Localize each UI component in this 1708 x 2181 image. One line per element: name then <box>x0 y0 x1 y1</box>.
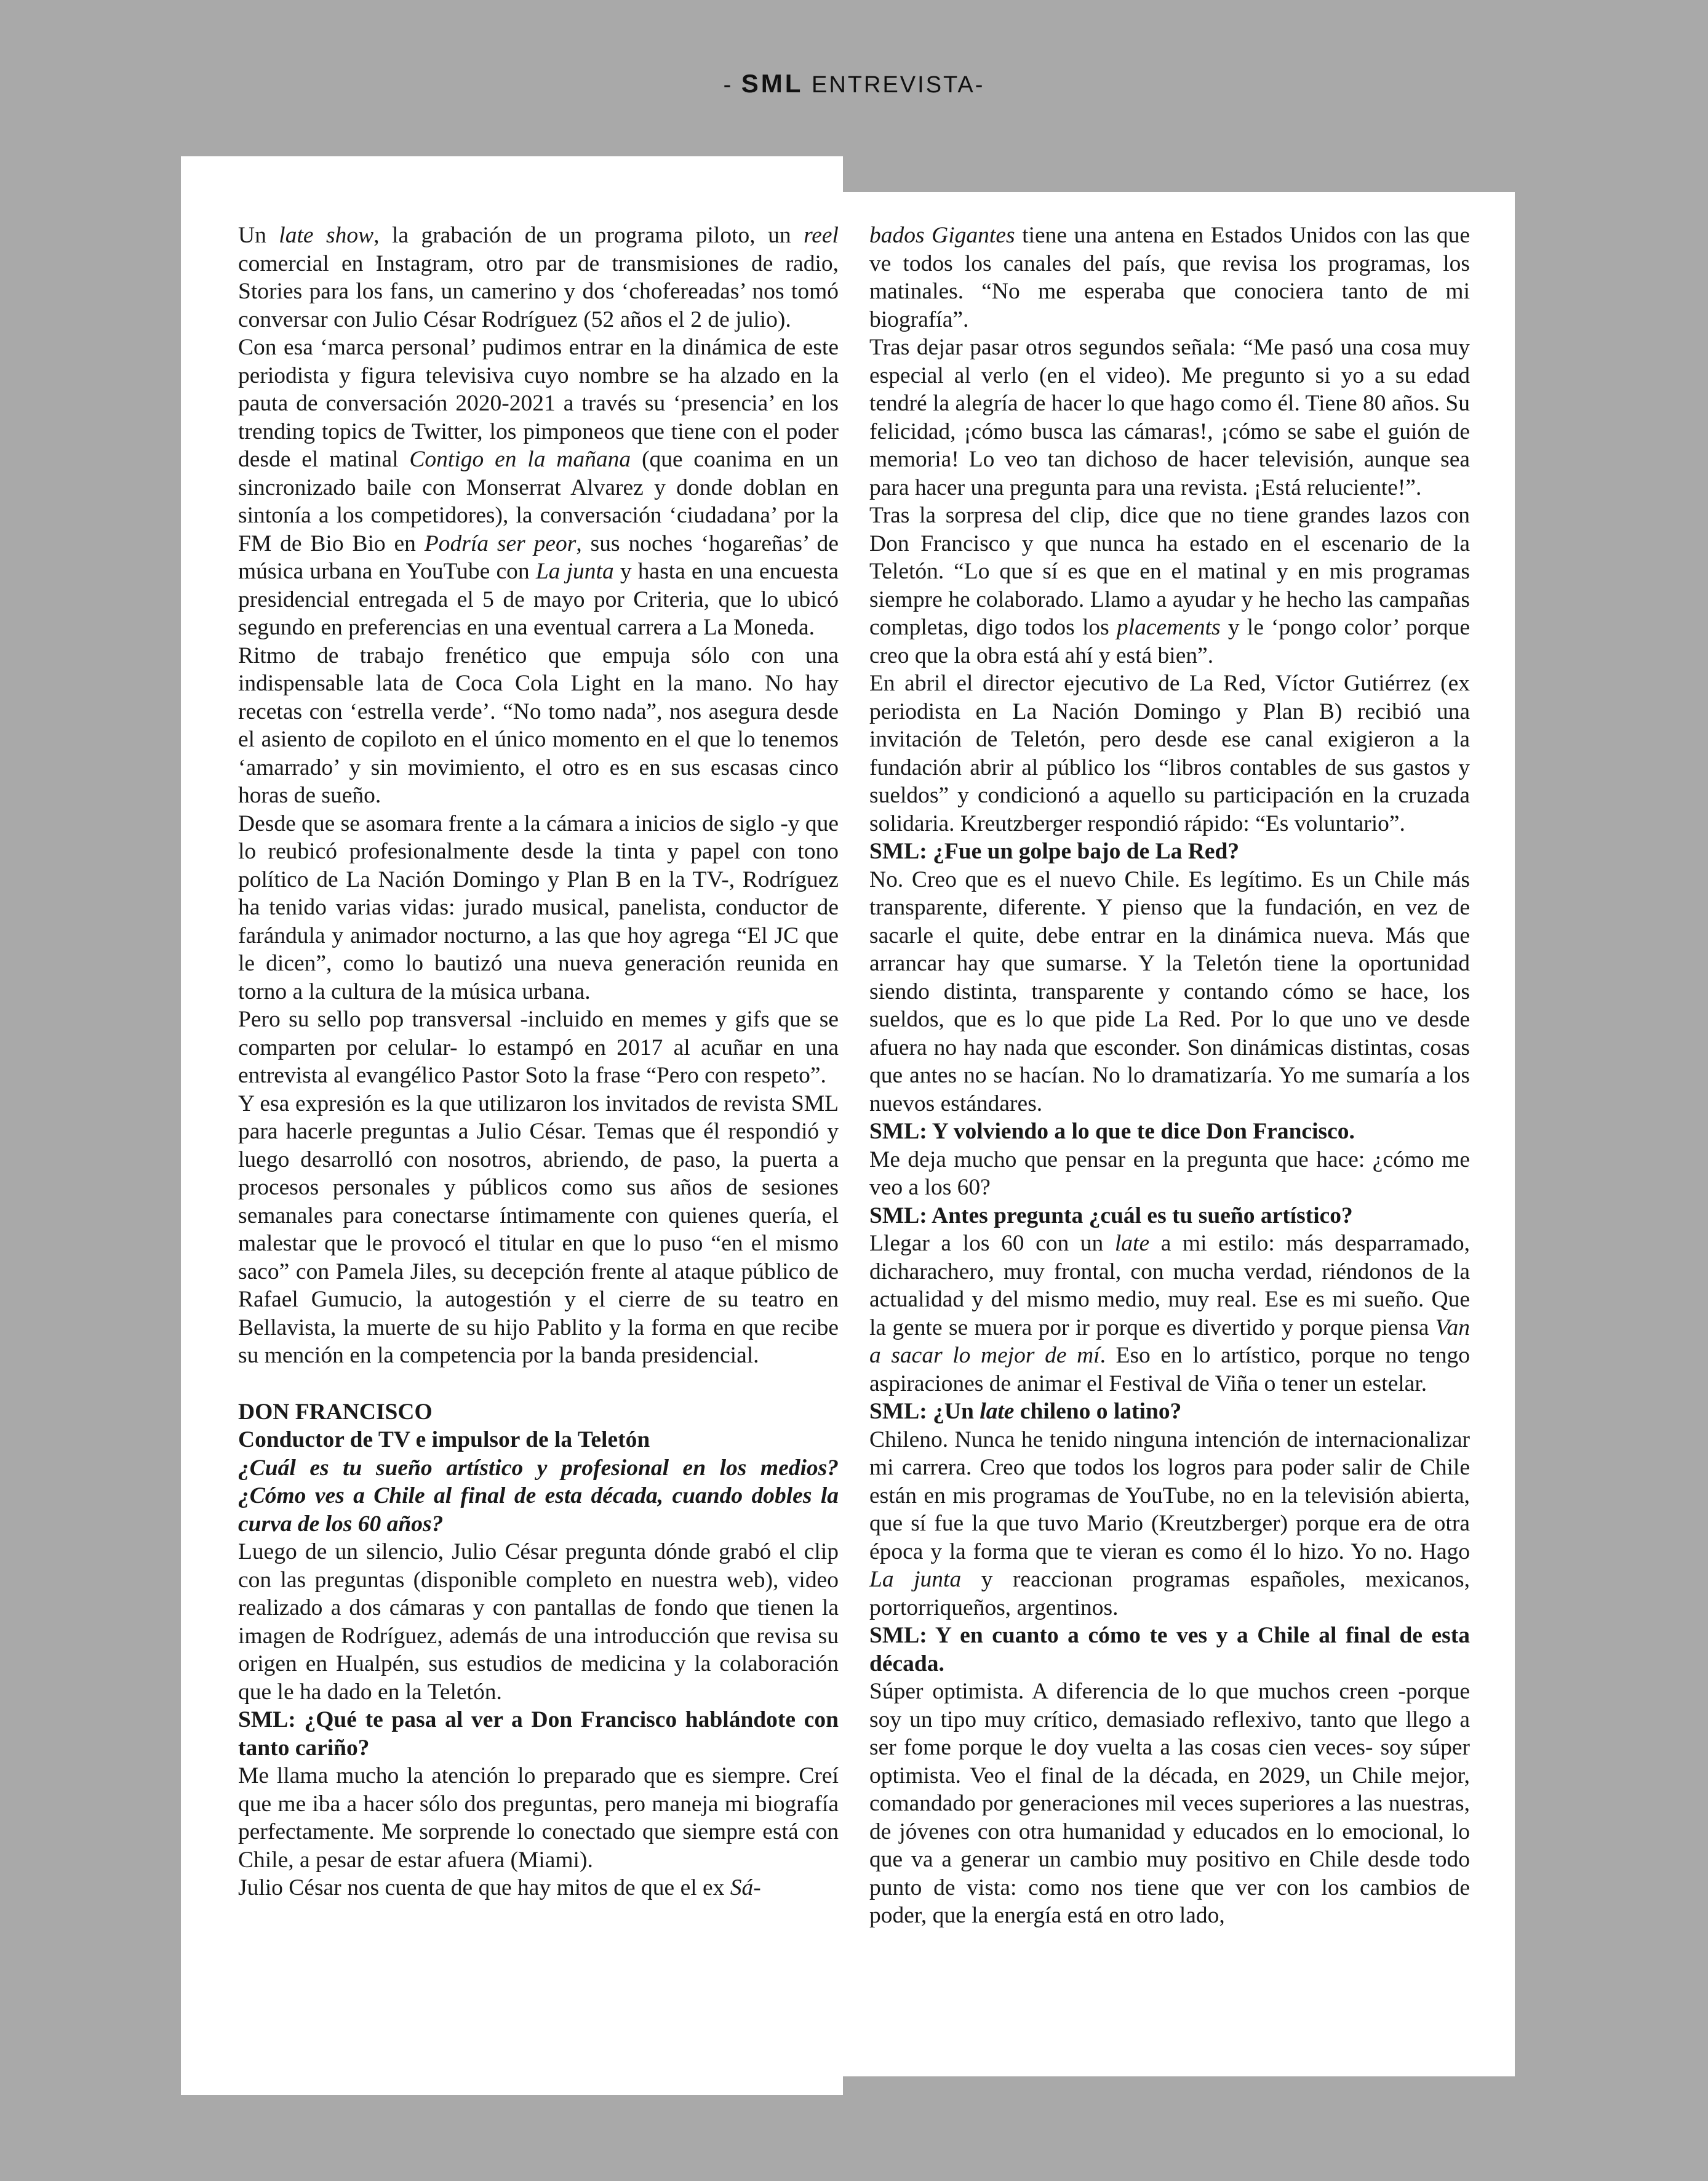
interview-question: SML: Y en cuanto a cómo te ves y a Chile al final de esta década. <box>869 1623 1470 1676</box>
text-run: y le ‘pongo color’ porque creo que la obra está ahí y está bien”. <box>869 615 1470 668</box>
answer-paragraph: Me deja mucho que pensar en la pregunta que hace: ¿cómo me veo a los 60? <box>869 1147 1470 1200</box>
header-dash-right: - <box>975 72 985 98</box>
text-run: y hasta en una encuesta presidencial entregada el 5 de mayo por Criteria, que lo ubicó segundo en preferencias en una eventual carrera a La Moneda. <box>238 559 839 640</box>
text-run: , la grabación de un programa piloto, un <box>373 223 804 248</box>
body-paragraph: Tras dejar pasar otros segundos señala: “Me pasó una cosa muy especial al verlo (en el video). Me pregunto si yo a su edad tendré la alegría de hacer lo que hago como él. Tiene 80 años. Su felicidad, ¡cómo busca las cámaras!, ¡cómo se sabe el guión de memoria! Lo veo tan dichoso de hacer televisión, aunque sea para hacer una pregunta para una revista. ¡Está reluciente!”. <box>869 335 1470 500</box>
body-paragraph <box>869 502 1470 670</box>
body-paragraph: Y esa expresión es la que utilizaron los invitados de revista SML para hacerle preguntas a Julio César. Temas que él respondió y luego desarrolló con nosotros, abriendo, de paso, la puerta a procesos personales y públicos como sus años de sesiones semanales para conectarse íntimamente con quienes quería, el malestar que le provocó el titular en que lo puso “en el mismo saco” con Pamela Jiles, su decepción frente al ataque público de Rafael Gumucio, la autogestión y el cierre de su teatro en Bellavista, la muerte de su hijo Pablito y la forma en que recibe su mención en la competencia por la banda presidencial. <box>238 1090 839 1368</box>
italic-run: bados Gigantes <box>869 223 1015 248</box>
text-run: Chileno. Nunca he tenido ninguna intención de internacionalizar mi carrera. Creo que todos los logros para poder salir de Chile están en mis programas de YouTube, no en la televisión abierta, que sí fue la que tuvo Mario (Kreutzberger) porque era de otra época y la forma que te vieran es como él lo hizo. Yo no. Hago <box>869 1427 1470 1564</box>
text-run: (que coanima en un sincronizado baile con Monserrat Alvarez y donde doblan en sintonía a los competidores), la conversación ‘ciudadana’ por la FM de Bio Bio en <box>238 447 839 556</box>
italic-run: Sá- <box>730 1875 761 1900</box>
text-run: a mi estilo: más desparramado, dicharachero, muy frontal, con mucha verdad, riéndonos de la actualidad y del mismo medio, muy real. Ese es mi sueño. Que la gente se muera por ir porque es divertido y porque piensa <box>869 1231 1470 1340</box>
page-header <box>0 69 1708 98</box>
interview-question: SML: ¿Fue un golpe bajo de La Red? <box>869 839 1240 864</box>
italic-run: La junta <box>869 1567 962 1592</box>
italic-run: reel <box>804 223 839 248</box>
italic-run: Contigo en la mañana <box>409 447 631 472</box>
italic-run: late <box>1114 1231 1150 1256</box>
section-title: ENTREVISTA <box>812 72 975 98</box>
section-gap <box>238 1370 839 1398</box>
guest-name: DON FRANCISCO <box>238 1399 433 1425</box>
interview-question: SML: Y volviendo a lo que te dice Don Francisco. <box>869 1119 1355 1144</box>
right-column <box>869 222 1470 1930</box>
guest-question: ¿Cuál es tu sueño artístico y profesional en los medios? ¿Cómo ves a Chile al final de esta década, cuando dobles la curva de los 60 años? <box>238 1455 839 1537</box>
text-run: tiene una antena en Estados Unidos con las que ve todos los canales del país, que revisa los programas, los matinales. “No me esperaba que conociera tanto de mi biografía”. <box>869 223 1470 332</box>
text-run: Julio César nos cuenta de que hay mitos de que el ex <box>238 1875 730 1900</box>
italic-run: Podría ser peor <box>424 530 577 556</box>
body-paragraph <box>238 1874 839 1902</box>
body-paragraph: Luego de un silencio, Julio César pregunta dónde grabó el clip con las preguntas (disponible completo en nuestra web), video realizado a dos cámaras y con pantallas de fondo que tienen la imagen de Rodríguez, además de una introducción que revisa su origen en Hualpén, sus estudios de medicina y la colaboración que le ha dado en la Teletón. <box>238 1539 839 1705</box>
left-column <box>238 222 839 1902</box>
text-run: . Eso en lo artístico, porque no tengo aspiraciones de animar el Festival de Viña o tener un estelar. <box>869 1343 1470 1396</box>
body-paragraph: Pero su sello pop transversal -incluido en memes y gifs que se comparten por celular- lo estampó en 2017 al acuñar en una entrevista al evangélico Pastor Soto la frase “Pero con respeto”. <box>238 1007 839 1088</box>
text-run: , sus noches ‘hogareñas’ de música urbana en YouTube con <box>238 530 839 584</box>
answer-paragraph: No. Creo que es el nuevo Chile. Es legítimo. Es un Chile más transparente, diferente. Y pienso que la fundación, en vez de sacarle el quite, debe entrar en la dinámica nueva. Más que arrancar hay que sumarse. Y la Teletón tiene la oportunidad siendo distinta, transparente y contando cómo se hace, los sueldos, que es lo que pide La Red. Por lo que uno ve desde afuera no hay nada que esconder. Son dinámicas distintas, cosas que antes no se hacían. No lo dramatizaría. Yo me sumaría a los nuevos estándares. <box>869 866 1470 1116</box>
body-paragraph: En abril el director ejecutivo de La Red, Víctor Gutiérrez (ex periodista en La Nación Domingo y Plan B) recibió una invitación de Teletón, pero desde ese canal exigieron a la fundación abrir al público los “libros contables de sus gastos y sueldos” y condicionó a aquello su participación en la cruzada solidaria. Kreutzberger respondió rápido: “Es voluntario”. <box>869 671 1470 836</box>
interview-question: SML: ¿Qué te pasa al ver a Don Francisco hablándote con tanto cariño? <box>238 1707 839 1761</box>
header-dash-left: - <box>723 72 733 98</box>
text-run: Llegar a los 60 con un <box>869 1231 1115 1256</box>
body-paragraph <box>869 222 1470 334</box>
answer-paragraph <box>869 1230 1470 1398</box>
body-paragraph: Ritmo de trabajo frenético que empuja sólo con una indispensable lata de Coca Cola Light en la mano. No hay recetas con ‘estrella verde’. “No tomo nada”, nos asegura desde el asiento de copiloto en el único momento en el que lo tenemos ‘amarrado’ y sin movimiento, el otro es en sus escasas cinco horas de sueño. <box>238 642 839 808</box>
italic-run: Van a sacar lo mejor de mí <box>869 1315 1470 1368</box>
interview-question <box>869 1398 1470 1426</box>
text-run: y reaccionan programas españoles, mexicanos, portorriqueños, argentinos. <box>869 1567 1470 1620</box>
text-run: SML: ¿Un <box>869 1399 980 1424</box>
guest-role: Conductor de TV e impulsor de la Teletón <box>238 1427 650 1452</box>
answer-paragraph: Me llama mucho la atención lo preparado que es siempre. Creí que me iba a hacer sólo dos preguntas, pero maneja mi biografía perfectamente. Me sorprende lo conectado que siempre está con Chile, a pesar de estar afuera (Miami). <box>238 1763 839 1873</box>
intro-paragraph <box>238 222 839 334</box>
text-run: chileno o latino? <box>1014 1399 1182 1424</box>
body-paragraph <box>238 334 839 642</box>
text-run: Un <box>238 223 279 248</box>
italic-run: late <box>980 1399 1015 1424</box>
italic-run: late show <box>279 223 374 248</box>
italic-run: La junta <box>535 559 614 584</box>
text-run: Con esa ‘marca personal’ pudimos entrar en la dinámica de este periodista y figura televisiva cuyo nombre se ha alzado en la pauta de conversación 2020-2021 a través su ‘presencia’ en los trending topics de Twitter, los pimponeos que tiene con el poder desde el matinal <box>238 335 839 472</box>
answer-paragraph: Súper optimista. A diferencia de lo que muchos creen -porque soy un tipo muy crítico, demasiado reflexivo, tanto que llego a ser fome porque le doy vuelta a las cosas cien veces- soy súper optimista. Veo el final de la década, en 2029, un Chile mejor, comandado por generaciones mil veces superiores a las nuestras, de jóvenes con otra humanidad y educados en lo emocional, lo que va a generar un cambio muy positivo en Chile desde todo punto de vista: como nos tiene que ver con los cambios de poder, que la energía está en otro lado, <box>869 1679 1470 1928</box>
answer-paragraph <box>869 1426 1470 1622</box>
text-run: comercial en Instagram, otro par de transmisiones de radio, Stories para los fans, un camerino y dos ‘chofereadas’ nos tomó conversar con Julio César Rodríguez (52 años el 2 de julio). <box>238 250 839 332</box>
body-paragraph: Desde que se asomara frente a la cámara a inicios de siglo -y que lo reubicó profesionalmente desde la tinta y papel con tono político de La Nación Domingo y Plan B en la TV-, Rodríguez ha tenido varias vidas: jurado musical, panelista, conductor de farándula y animador nocturno, a las que hoy agrega “El JC que le dicen”, como lo bautizó una nueva generación reunida en torno a la cultura de la música urbana. <box>238 810 839 1004</box>
magazine-brand: SML <box>741 69 804 98</box>
interview-question: SML: Antes pregunta ¿cuál es tu sueño artístico? <box>869 1203 1353 1228</box>
text-run: Tras la sorpresa del clip, dice que no tiene grandes lazos con Don Francisco y que nunca ha estado en el escenario de la Teletón. “Lo que sí es que en el matinal y en mis programas siempre he colaborado. Llamo a ayudar y he hecho las campañas completas, digo todos los <box>869 503 1470 640</box>
italic-run: placements <box>1116 615 1221 640</box>
